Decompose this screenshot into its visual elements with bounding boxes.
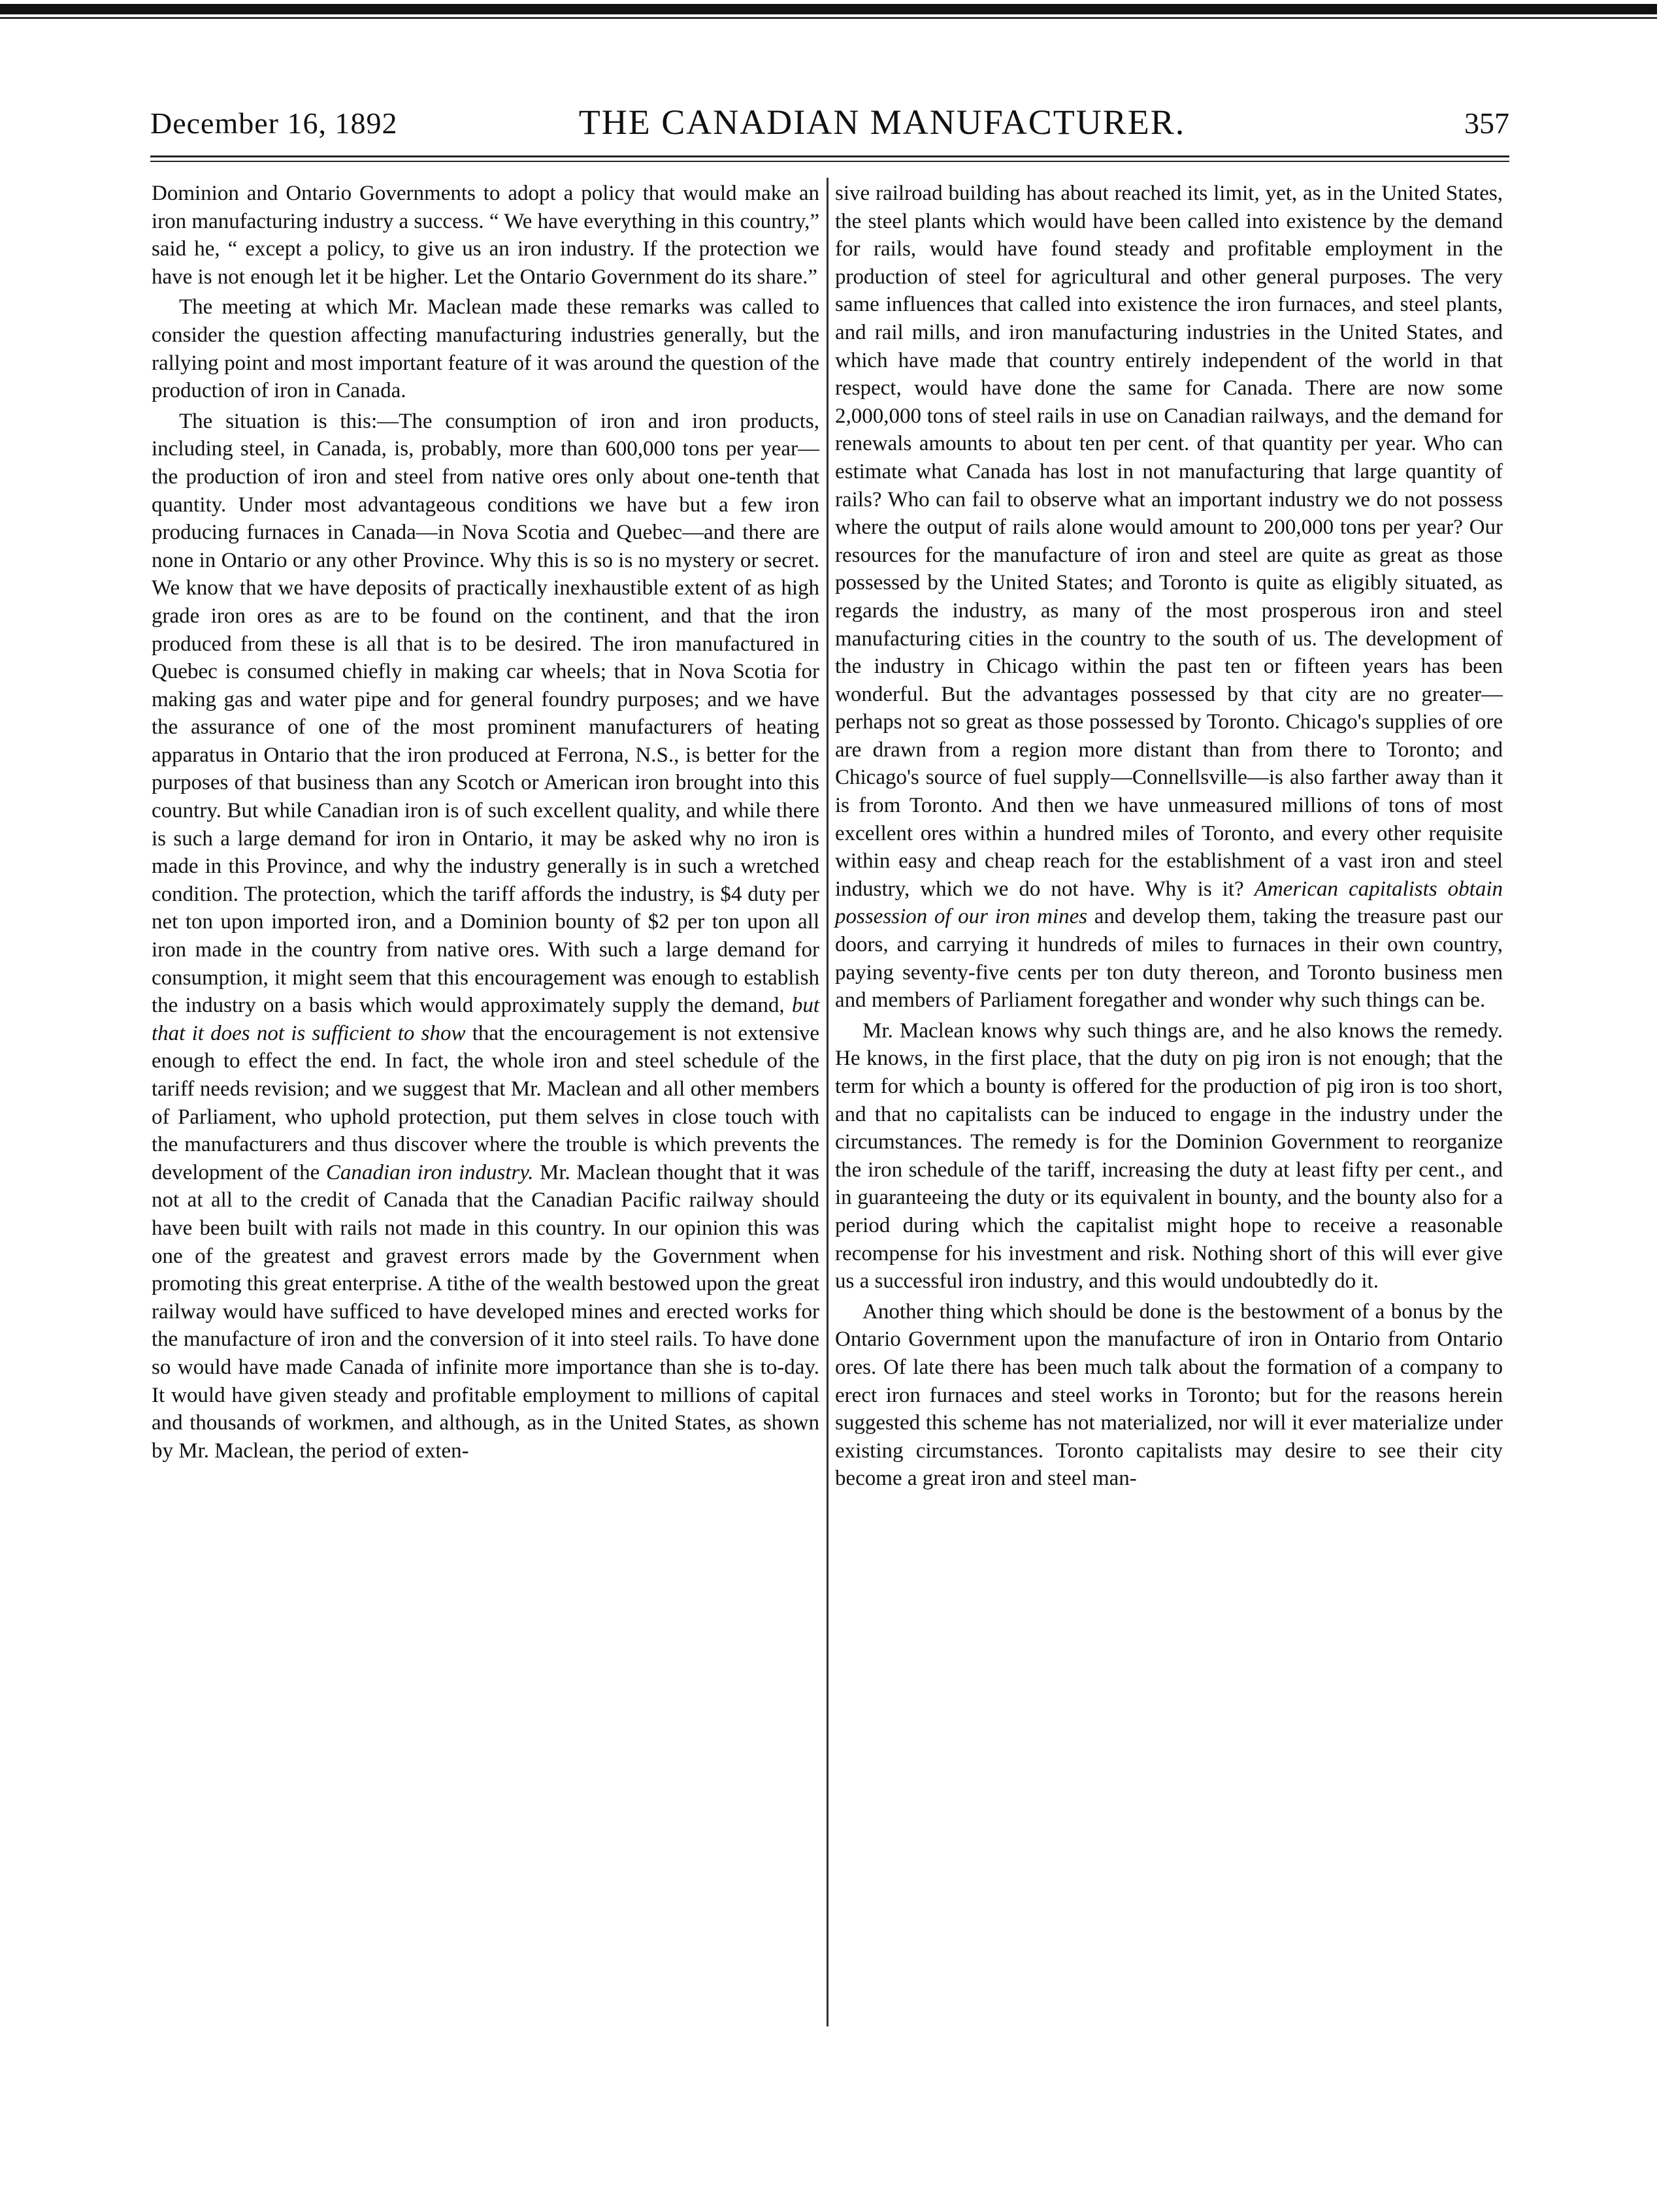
right-paragraph-2: Mr. Maclean knows why such things are, and he also knows the remedy. He knows, in the first place, that the duty on pig iron is not enough; that the term for which a bounty is offered for the production of pig iron is too short, and that no capitalists can be induced to engage in the industry under the circumstances. The remedy is for the Dominion Government to reorganize the iron schedule of the tariff, increasing the duty at least fifty per cent., and in guaranteeing the duty or its equivalent in bounty, and the bounty also for a period during which the capitalist might hope to receive a reasonable recompense for his investment and risk. Nothing short of this will ever give us a successful iron industry, and this would undoubtedly do it.	[835, 1018, 1503, 1293]
header-rule	[150, 155, 1509, 157]
left-paragraph-3-text: The situation is this:—The consumption of iron and iron products, including steel, in Canada, is, probably, more than 600,000 tons per year—the production of iron and steel from native ores only about one-tenth that quantity. Under most advantageous conditions we have but a few iron producing furnaces in Canada—in Nova Scotia and Quebec—and there are none in Ontario or any other Province. Why this is so is no mystery or secret. We know that we have deposits of practically inexhaustible extent of as high grade iron ores as are to be found on the continent, and that the iron produced from these is all that is to be desired. The iron manufactured in Quebec is consumed chiefly in making car wheels; that in Nova Scotia for making gas and water pipe and for general foundry purposes; and we have the assurance of one of the most prominent manufacturers of heating apparatus in Ontario that the iron produced at Ferrona, N.S., is better for the purposes of that business than any Scotch or American iron brought into this country. But while Canadian iron is of such excellent quality, and while there is such a large demand for iron in Ontario, it may be asked why no iron is made in this Province, and why the industry generally is in such a wretched condition. The protection, which the tariff affords the industry, is $4 duty per net ton upon imported iron, and a Dominion bounty of $2 per ton upon all iron made in the country from native ores. With such a large demand for consumption, it might seem that this encouragement was enough to establish the industry on a basis which would approximately supply the demand,	[152, 409, 819, 1018]
right-paragraph-1-text: sive railroad building has about reached its limit, yet, as in the United States, the steel plants which would have been called into existence by the demand for rails, would have found steady and profitable employment in the production of steel for agricultural and other general purposes. The very same influences that called into existence the iron furnaces, and steel plants, and rail mills, and iron manufacturing industries in the United States, and which have made that country entirely independent of the world in that respect, would have done the same for Canada. There are now some 2,000,000 tons of steel rails in use on Canadian railways, and the demand for renewals amounts to about ten per cent. of that quantity per year. Who can estimate what Canada has lost in not manufacturing that large quantity of rails? Who can fail to observe what an important industry we do not possess where the output of rails alone would amount to 200,000 tons per year? Our resources for the manufacture of iron and steel are quite as great as those possessed by the United States; and Toronto is quite as eligibly situated, as regards the industry, as many of the most prosperous iron and steel manufacturing cities in the country to the south of us. The development of the industry in Chicago within the past ten or fifteen years has been wonderful. But the advantages possessed by that city are no greater—perhaps not so great as those possessed by Toronto. Chicago's supplies of ore are drawn from a region more distant than from there to Toronto; and Chicago's source of fuel supply—Connellsville—is also farther away than it is from Toronto. And then we have unmeasured millions of tons of most excellent ores within a hundred miles of Toronto, and every other requisite within easy and cheap reach for the establishment of a vast iron and steel industry, which we do not have. Why is it?	[835, 182, 1503, 901]
publication-title: THE CANADIAN MANUFACTURER.	[578, 103, 1186, 142]
top-border-rule	[0, 4, 1657, 14]
page-header	[150, 98, 1509, 150]
left-paragraph-2: The meeting at which Mr. Maclean made these remarks was called to consider the question affecting manufacturing industries generally, but the rallying point and most important feature of it was around the question of the production of iron in Canada.	[152, 295, 819, 403]
right-paragraph-1	[835, 180, 1503, 1015]
left-paragraph-1: Dominion and Ontario Governments to adopt a policy that would make an iron manufacturing industry a success. “ We have everything in this country,” said he, “ except a policy, to give us an iron industry. If the protection we have is not enough let it be higher. Let the Ontario Government do its share.”	[152, 182, 819, 289]
top-border-thin-rule	[0, 17, 1657, 19]
right-column	[835, 180, 1503, 2179]
header-rule-secondary	[150, 161, 1509, 162]
left-paragraph-3-end: Mr. Maclean thought that it was not at all to the credit of Canada that the Canadian Pacific railway should have been built with rails not made in this country. In our opinion this was one of the greatest and gravest errors made by the Government when promoting this great enterprise. A tithe of the wealth bestowed upon the great railway would have sufficed to have developed mines and erected works for the manufacture of iron and the conversion of it into steel rails. To have done so would have made Canada of infinite more importance than she is to-day. It would have given steady and profitable employment to millions of capital and thousands of workmen, and although, as in the United States, as shown by Mr. Maclean, the period of exten-	[152, 1160, 819, 1463]
left-paragraph-3	[152, 408, 819, 1465]
right-paragraph-1-italic: American capitalists obtain possession of our iron mines	[835, 877, 1503, 929]
right-paragraph-1-end: and develop them, taking the treasure past our doors, and carrying it hundreds of miles to furnaces in their own country, paying seventy-five cents per ton duty thereon, and Toronto business men and members of Parliament foregather and wonder why such things can be.	[835, 905, 1503, 1013]
left-paragraph-3-italic-2: Canadian iron industry.	[325, 1160, 534, 1184]
page-number: 357	[1464, 106, 1509, 140]
right-paragraph-3: Another thing which should be done is the bestowment of a bonus by the Ontario Government upon the manufacture of iron in Ontario from Ontario ores. Of late there has been much talk about the formation of a company to erect iron furnaces and steel works in Toronto; but for the reasons herein suggested this scheme has not materialized, nor will it ever materialize under existing circumstances. Toronto capitalists may desire to see their city become a great iron and steel man-	[835, 1299, 1503, 1491]
column-divider	[827, 178, 829, 2026]
left-paragraph-3-italic: but that it does not is sufficient to show	[152, 994, 820, 1045]
issue-date: December 16, 1892	[150, 106, 398, 140]
left-paragraph-3-continued: that the encouragement is not extensive enough to effect the end. In fact, the whole iron and steel schedule of the tariff needs revision; and we suggest that Mr. Maclean and all other members of Parliament, who uphold protection, put them selves in close touch with the manufacturers and thus discover where the trouble is which prevents the development of the	[152, 1021, 819, 1184]
left-column	[152, 180, 819, 2179]
